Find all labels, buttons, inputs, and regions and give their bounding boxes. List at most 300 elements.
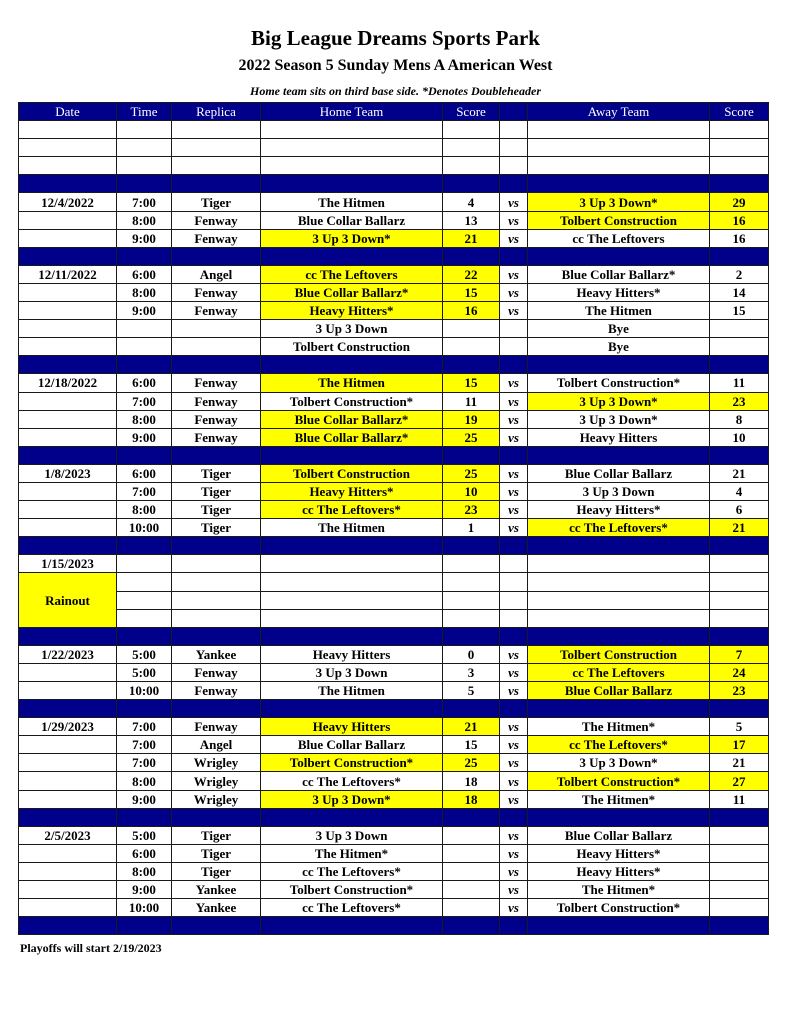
empty-cell: [172, 139, 261, 157]
game-replica: Wrigley: [172, 772, 261, 790]
game-replica: [172, 338, 261, 356]
game-replica: Fenway: [172, 428, 261, 446]
separator-cell: [172, 247, 261, 265]
separator-cell: [500, 917, 528, 935]
away-team: 3 Up 3 Down*: [528, 754, 710, 772]
empty-cell: [710, 609, 769, 627]
home-score: 5: [443, 682, 500, 700]
separator-cell: [710, 700, 769, 718]
game-replica: Tiger: [172, 193, 261, 211]
vs-label: vs: [500, 772, 528, 790]
separator-cell: [443, 446, 500, 464]
away-score: [710, 826, 769, 844]
separator-cell: [117, 627, 172, 645]
away-score: [710, 881, 769, 899]
home-team: Tolbert Construction: [261, 464, 443, 482]
separator-cell: [19, 537, 117, 555]
separator-cell: [500, 446, 528, 464]
game-date: [19, 283, 117, 301]
separator-cell: [261, 917, 443, 935]
vs-label: vs: [500, 302, 528, 320]
game-replica: Tiger: [172, 501, 261, 519]
vs-label: vs: [500, 826, 528, 844]
game-time: 6:00: [117, 844, 172, 862]
home-team: 3 Up 3 Down: [261, 320, 443, 338]
away-team: 3 Up 3 Down*: [528, 193, 710, 211]
week-separator-row: [19, 446, 769, 464]
blank-row: [19, 139, 769, 157]
game-row: [19, 374, 769, 392]
week-separator-row: [19, 627, 769, 645]
separator-cell: [172, 446, 261, 464]
game-time: [117, 338, 172, 356]
game-row: [19, 663, 769, 681]
col-header-date: Date: [19, 103, 117, 121]
empty-cell: [261, 121, 443, 139]
away-team: 3 Up 3 Down: [528, 482, 710, 500]
separator-cell: [117, 356, 172, 374]
game-time: 7:00: [117, 754, 172, 772]
separator-cell: [19, 175, 117, 193]
home-team: 3 Up 3 Down: [261, 826, 443, 844]
separator-cell: [443, 917, 500, 935]
game-row: [19, 881, 769, 899]
game-date: 2/5/2023: [19, 826, 117, 844]
game-date: [19, 229, 117, 247]
game-row: [19, 844, 769, 862]
game-date: [19, 862, 117, 880]
away-team: Heavy Hitters*: [528, 844, 710, 862]
table-header-row: [19, 103, 769, 121]
game-replica: Fenway: [172, 663, 261, 681]
home-score: 16: [443, 302, 500, 320]
away-score: [710, 555, 769, 573]
separator-cell: [710, 537, 769, 555]
home-team: The Hitmen: [261, 682, 443, 700]
game-replica: Fenway: [172, 229, 261, 247]
game-time: 10:00: [117, 519, 172, 537]
game-replica: Angel: [172, 265, 261, 283]
game-time: [117, 320, 172, 338]
empty-cell: [117, 591, 172, 609]
game-time: 7:00: [117, 392, 172, 410]
game-replica: Wrigley: [172, 790, 261, 808]
vs-label: vs: [500, 193, 528, 211]
separator-cell: [528, 356, 710, 374]
game-time: 6:00: [117, 265, 172, 283]
game-replica: Tiger: [172, 519, 261, 537]
separator-cell: [172, 627, 261, 645]
home-team: The Hitmen: [261, 519, 443, 537]
empty-cell: [500, 573, 528, 591]
empty-cell: [500, 139, 528, 157]
separator-cell: [19, 247, 117, 265]
col-header-away-score: Score: [710, 103, 769, 121]
away-score: 16: [710, 229, 769, 247]
separator-cell: [443, 627, 500, 645]
away-score: 11: [710, 790, 769, 808]
home-team: Heavy Hitters*: [261, 482, 443, 500]
game-date: [19, 663, 117, 681]
away-team: Heavy Hitters*: [528, 862, 710, 880]
empty-cell: [528, 591, 710, 609]
home-team: [261, 555, 443, 573]
empty-cell: [528, 573, 710, 591]
away-score: [710, 338, 769, 356]
home-team: cc The Leftovers*: [261, 899, 443, 917]
separator-cell: [172, 537, 261, 555]
away-team: cc The Leftovers*: [528, 736, 710, 754]
separator-cell: [443, 247, 500, 265]
away-team: 3 Up 3 Down*: [528, 410, 710, 428]
week-separator-row: [19, 537, 769, 555]
separator-cell: [710, 917, 769, 935]
away-team: Heavy Hitters*: [528, 283, 710, 301]
game-time: 8:00: [117, 501, 172, 519]
game-replica: Fenway: [172, 374, 261, 392]
game-time: 9:00: [117, 428, 172, 446]
away-score: 4: [710, 482, 769, 500]
separator-cell: [261, 627, 443, 645]
game-replica: Fenway: [172, 410, 261, 428]
game-replica: Yankee: [172, 881, 261, 899]
empty-cell: [261, 609, 443, 627]
away-score: 21: [710, 464, 769, 482]
week-separator-row: [19, 247, 769, 265]
game-time: 6:00: [117, 374, 172, 392]
week-separator-row: [19, 808, 769, 826]
home-score: [443, 862, 500, 880]
game-row: [19, 482, 769, 500]
home-team: Tolbert Construction*: [261, 881, 443, 899]
home-score: 4: [443, 193, 500, 211]
schedule-note: Home team sits on third base side. *Denotes Doubleheader: [250, 84, 541, 98]
empty-cell: [528, 121, 710, 139]
game-replica: Fenway: [172, 682, 261, 700]
game-row: [19, 410, 769, 428]
separator-cell: [117, 175, 172, 193]
away-score: 11: [710, 374, 769, 392]
game-replica: Tiger: [172, 826, 261, 844]
separator-cell: [117, 917, 172, 935]
game-replica: [172, 320, 261, 338]
separator-cell: [710, 446, 769, 464]
empty-cell: [710, 573, 769, 591]
game-date: 12/18/2022: [19, 374, 117, 392]
home-score: 23: [443, 501, 500, 519]
vs-label: vs: [500, 283, 528, 301]
game-date: [19, 501, 117, 519]
home-score: 15: [443, 736, 500, 754]
away-score: [710, 899, 769, 917]
separator-cell: [117, 700, 172, 718]
game-time: [117, 555, 172, 573]
vs-label: [500, 555, 528, 573]
home-team: Tolbert Construction: [261, 338, 443, 356]
game-row: [19, 265, 769, 283]
away-team: 3 Up 3 Down*: [528, 392, 710, 410]
separator-cell: [528, 627, 710, 645]
away-score: 24: [710, 663, 769, 681]
away-team: cc The Leftovers: [528, 229, 710, 247]
away-team: Blue Collar Ballarz: [528, 682, 710, 700]
separator-cell: [500, 537, 528, 555]
away-team: Heavy Hitters*: [528, 501, 710, 519]
home-team: Blue Collar Ballarz*: [261, 428, 443, 446]
away-team: Tolbert Construction*: [528, 772, 710, 790]
home-team: The Hitmen: [261, 193, 443, 211]
home-score: [443, 844, 500, 862]
game-time: 9:00: [117, 229, 172, 247]
game-date: [19, 392, 117, 410]
game-date: [19, 754, 117, 772]
home-team: 3 Up 3 Down*: [261, 229, 443, 247]
separator-cell: [710, 175, 769, 193]
away-score: 23: [710, 682, 769, 700]
separator-cell: [261, 247, 443, 265]
home-score: 15: [443, 283, 500, 301]
separator-cell: [528, 247, 710, 265]
vs-label: vs: [500, 428, 528, 446]
vs-label: vs: [500, 881, 528, 899]
week-separator-row: [19, 917, 769, 935]
away-score: 29: [710, 193, 769, 211]
separator-cell: [443, 356, 500, 374]
game-date: [19, 772, 117, 790]
separator-cell: [261, 175, 443, 193]
away-team: [528, 555, 710, 573]
away-score: 16: [710, 211, 769, 229]
game-row: [19, 501, 769, 519]
game-time: 8:00: [117, 283, 172, 301]
separator-cell: [19, 446, 117, 464]
separator-cell: [710, 247, 769, 265]
game-row: [19, 790, 769, 808]
empty-cell: [528, 139, 710, 157]
game-date: [19, 410, 117, 428]
home-team: Heavy Hitters*: [261, 302, 443, 320]
home-score: [443, 881, 500, 899]
empty-cell: [710, 157, 769, 175]
separator-cell: [528, 446, 710, 464]
home-score: 10: [443, 482, 500, 500]
separator-cell: [528, 537, 710, 555]
home-team: cc The Leftovers*: [261, 772, 443, 790]
separator-cell: [19, 808, 117, 826]
away-score: 2: [710, 265, 769, 283]
separator-cell: [528, 917, 710, 935]
separator-cell: [261, 356, 443, 374]
vs-label: [500, 320, 528, 338]
away-team: Heavy Hitters: [528, 428, 710, 446]
away-team: Tolbert Construction: [528, 645, 710, 663]
schedule-table: [18, 102, 769, 935]
home-score: [443, 338, 500, 356]
game-date: 1/15/2023: [19, 555, 117, 573]
home-team: Blue Collar Ballarz*: [261, 283, 443, 301]
game-row: [19, 555, 769, 573]
game-date: [19, 682, 117, 700]
separator-cell: [117, 808, 172, 826]
empty-cell: [261, 157, 443, 175]
separator-cell: [710, 808, 769, 826]
away-score: 6: [710, 501, 769, 519]
separator-cell: [500, 247, 528, 265]
home-score: 25: [443, 754, 500, 772]
game-replica: Angel: [172, 736, 261, 754]
game-time: 10:00: [117, 682, 172, 700]
game-replica: Tiger: [172, 464, 261, 482]
home-team: Blue Collar Ballarz: [261, 211, 443, 229]
away-team: Blue Collar Ballarz: [528, 826, 710, 844]
home-score: 25: [443, 428, 500, 446]
home-team: Blue Collar Ballarz: [261, 736, 443, 754]
rainout-row: [19, 573, 769, 591]
home-score: 18: [443, 790, 500, 808]
game-replica: Fenway: [172, 392, 261, 410]
game-row: [19, 862, 769, 880]
game-date: [19, 844, 117, 862]
empty-cell: [261, 139, 443, 157]
separator-cell: [172, 356, 261, 374]
game-date: [19, 736, 117, 754]
home-score: 21: [443, 229, 500, 247]
vs-label: [500, 338, 528, 356]
separator-cell: [117, 247, 172, 265]
empty-cell: [500, 609, 528, 627]
separator-cell: [19, 627, 117, 645]
week-separator-row: [19, 356, 769, 374]
vs-label: vs: [500, 482, 528, 500]
separator-cell: [19, 356, 117, 374]
game-date: [19, 482, 117, 500]
vs-label: vs: [500, 501, 528, 519]
game-date: 12/11/2022: [19, 265, 117, 283]
game-replica: Tiger: [172, 482, 261, 500]
game-row: [19, 754, 769, 772]
separator-cell: [500, 175, 528, 193]
away-team: The Hitmen*: [528, 790, 710, 808]
away-score: 10: [710, 428, 769, 446]
game-time: 9:00: [117, 302, 172, 320]
vs-label: vs: [500, 899, 528, 917]
home-score: [443, 555, 500, 573]
blank-row: [19, 121, 769, 139]
home-score: 15: [443, 374, 500, 392]
game-date: [19, 790, 117, 808]
game-date: [19, 428, 117, 446]
vs-label: vs: [500, 410, 528, 428]
col-header-vs: [500, 103, 528, 121]
separator-cell: [261, 537, 443, 555]
separator-cell: [528, 700, 710, 718]
game-time: 5:00: [117, 663, 172, 681]
home-team: Tolbert Construction*: [261, 392, 443, 410]
empty-cell: [443, 139, 500, 157]
game-replica: Yankee: [172, 899, 261, 917]
vs-label: vs: [500, 844, 528, 862]
home-team: cc The Leftovers*: [261, 862, 443, 880]
home-team: Heavy Hitters: [261, 645, 443, 663]
home-score: 0: [443, 645, 500, 663]
col-header-home-team: Home Team: [261, 103, 443, 121]
game-replica: [172, 555, 261, 573]
game-replica: Tiger: [172, 844, 261, 862]
home-team: 3 Up 3 Down*: [261, 790, 443, 808]
game-row: [19, 736, 769, 754]
game-row: [19, 283, 769, 301]
separator-cell: [443, 808, 500, 826]
empty-cell: [19, 121, 117, 139]
game-time: 9:00: [117, 881, 172, 899]
separator-cell: [528, 808, 710, 826]
away-score: 14: [710, 283, 769, 301]
separator-cell: [172, 917, 261, 935]
game-replica: Yankee: [172, 645, 261, 663]
col-header-home-score: Score: [443, 103, 500, 121]
away-score: 21: [710, 754, 769, 772]
away-team: The Hitmen*: [528, 718, 710, 736]
separator-cell: [528, 175, 710, 193]
game-time: 10:00: [117, 899, 172, 917]
away-score: 17: [710, 736, 769, 754]
page-title: Big League Dreams Sports Park: [251, 26, 540, 50]
empty-cell: [117, 139, 172, 157]
game-row: [19, 519, 769, 537]
home-team: Blue Collar Ballarz*: [261, 410, 443, 428]
game-time: 7:00: [117, 193, 172, 211]
away-score: [710, 320, 769, 338]
away-team: Bye: [528, 320, 710, 338]
blank-row: [19, 591, 769, 609]
vs-label: vs: [500, 682, 528, 700]
game-time: 7:00: [117, 482, 172, 500]
home-score: [443, 826, 500, 844]
home-score: 1: [443, 519, 500, 537]
empty-cell: [443, 121, 500, 139]
separator-cell: [261, 700, 443, 718]
game-row: [19, 772, 769, 790]
vs-label: vs: [500, 862, 528, 880]
separator-cell: [172, 808, 261, 826]
home-score: 13: [443, 211, 500, 229]
game-row: [19, 338, 769, 356]
vs-label: vs: [500, 718, 528, 736]
separator-cell: [500, 700, 528, 718]
rainout-cell: Rainout: [19, 573, 117, 627]
away-score: 5: [710, 718, 769, 736]
home-score: 21: [443, 718, 500, 736]
vs-label: vs: [500, 754, 528, 772]
empty-cell: [117, 121, 172, 139]
empty-cell: [117, 609, 172, 627]
empty-cell: [117, 573, 172, 591]
col-header-time: Time: [117, 103, 172, 121]
page-subtitle: 2022 Season 5 Sunday Mens A American West: [238, 57, 553, 74]
empty-cell: [443, 573, 500, 591]
game-replica: Tiger: [172, 862, 261, 880]
game-time: 8:00: [117, 772, 172, 790]
away-team: The Hitmen*: [528, 881, 710, 899]
game-date: [19, 211, 117, 229]
vs-label: vs: [500, 392, 528, 410]
away-score: [710, 862, 769, 880]
home-team: The Hitmen: [261, 374, 443, 392]
game-time: 8:00: [117, 211, 172, 229]
away-team: cc The Leftovers: [528, 663, 710, 681]
game-time: 6:00: [117, 464, 172, 482]
home-team: The Hitmen*: [261, 844, 443, 862]
